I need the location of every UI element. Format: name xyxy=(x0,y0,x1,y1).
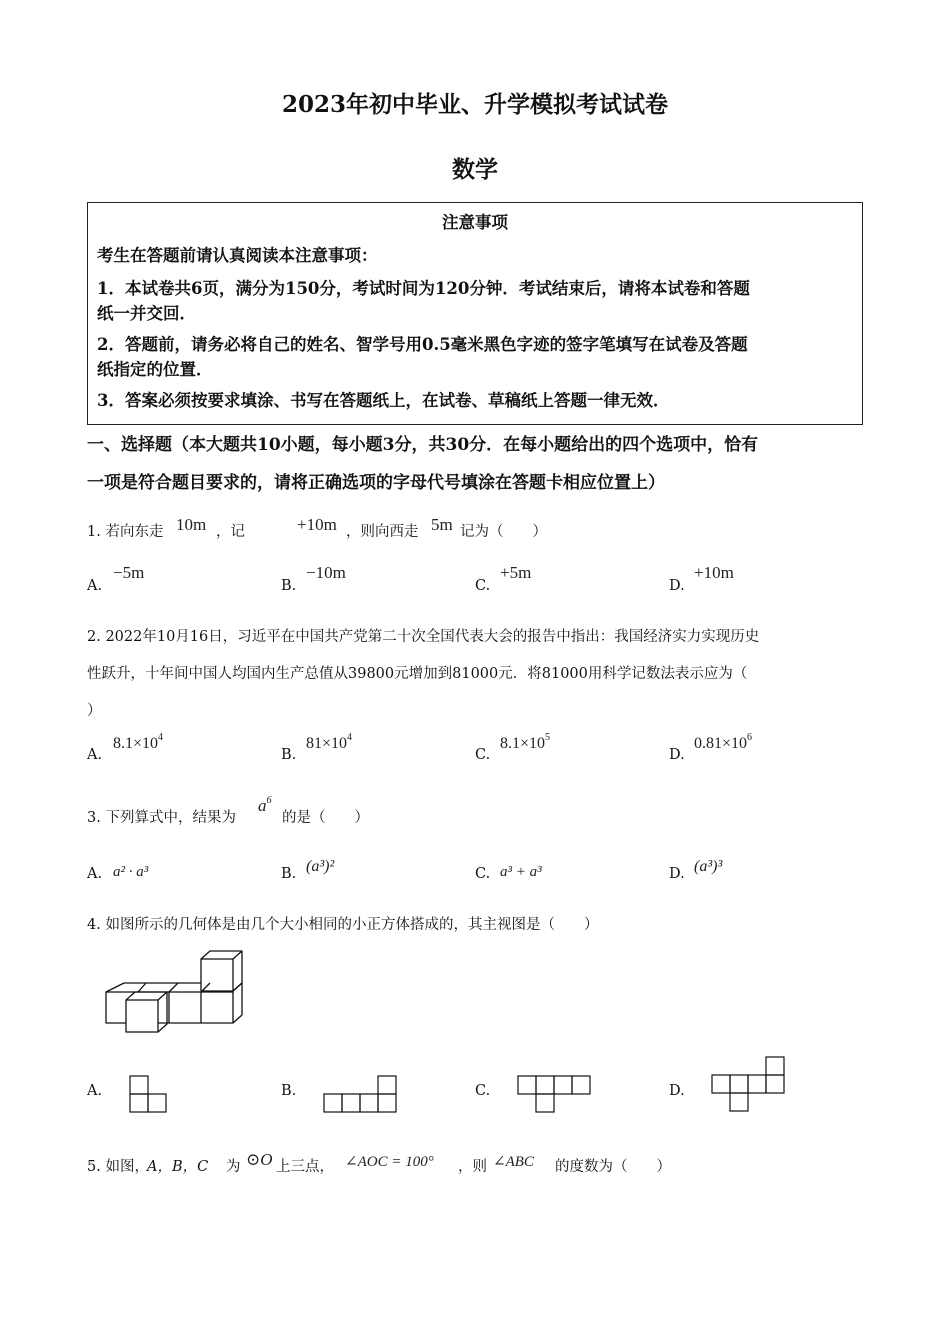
cube-solid-figure xyxy=(100,950,250,1035)
subject-title: 数学 xyxy=(452,156,498,183)
notice-item-3: 3．答案必须按要求填涂、书写在答题纸上，在试卷、草稿纸上答题一律无效． xyxy=(97,391,670,410)
q4-option-c-letter[interactable]: C. xyxy=(475,1083,491,1099)
q4-option-d-letter[interactable]: D. xyxy=(669,1083,685,1099)
q4-option-d-figure xyxy=(710,1055,788,1113)
notice-intro: 考生在答题前请认真阅读本注意事项： xyxy=(97,246,378,265)
question-5-angle-abc: ∠ABC xyxy=(493,1154,534,1170)
q1-option-a-value: −5m xyxy=(113,563,145,582)
q3-option-c-value: a³ + a³ xyxy=(500,864,542,880)
question-2-line-3: ） xyxy=(87,703,102,719)
q1-option-d-value: +10m xyxy=(694,563,734,582)
q3-option-d-letter[interactable]: D. xyxy=(669,866,685,882)
q1-option-d-letter[interactable]: D. xyxy=(669,578,685,594)
q3-option-b-letter[interactable]: B. xyxy=(281,866,297,882)
q3-option-a-value: a² · a³ xyxy=(113,864,149,880)
question-1-part-4: 记为（ ） xyxy=(460,524,547,540)
question-1-part-3: ，则向西走 xyxy=(346,524,419,540)
question-5-circle: ⊙O xyxy=(246,1150,273,1169)
q2-option-b-exp: 4 xyxy=(347,732,353,743)
q2-option-a-letter[interactable]: A. xyxy=(87,747,103,763)
q1-option-c-letter[interactable]: C. xyxy=(475,578,491,594)
q2-option-a-exp: 4 xyxy=(158,732,164,743)
notice-item-2-line-2: 纸指定的位置． xyxy=(97,360,213,379)
q2-option-b-base: 81×10 xyxy=(306,735,348,752)
q4-option-a-figure xyxy=(128,1074,170,1114)
q2-option-d-letter[interactable]: D. xyxy=(669,747,685,763)
notice-heading: 注意事项 xyxy=(442,213,508,232)
q2-option-b-value xyxy=(306,732,353,753)
q3-option-d-value: (a³)³ xyxy=(694,858,723,875)
question-5-part-1: 5. 如图， xyxy=(87,1159,149,1175)
q2-option-a-base: 8.1×10 xyxy=(113,735,159,752)
q1-option-b-value: −10m xyxy=(306,563,346,582)
q1-option-b-letter[interactable]: B. xyxy=(281,578,297,594)
q4-option-a-letter[interactable]: A. xyxy=(87,1083,103,1099)
question-2-line-2: 性跃升，十年间中国人均国内生产总值从39800元增加到81000元．将81000用科学记数法表示应为（ xyxy=(87,666,748,682)
question-5-part-4: ，则 xyxy=(458,1159,487,1175)
question-1-part-2: ，记 xyxy=(216,524,245,540)
q2-option-c-exp: 5 xyxy=(545,732,551,743)
q4-option-b-letter[interactable]: B. xyxy=(281,1083,297,1099)
question-2-line-1: 2. 2022年10月16日，习近平在中国共产党第二十次全国代表大会的报告中指出：我国经济实力实现历史 xyxy=(87,629,760,645)
section-1-line-2: 一项是符合题目要求的，请将正确选项的字母代号填涂在答题卡相应位置上） xyxy=(87,473,665,493)
question-3-part-1: 3. 下列算式中，结果为 xyxy=(87,810,236,826)
q2-option-d-exp: 6 xyxy=(747,732,753,743)
q2-option-c-base: 8.1×10 xyxy=(500,735,546,752)
question-5-part-5: 的度数为（ ） xyxy=(555,1159,671,1175)
q2-option-d-value xyxy=(694,732,753,753)
question-5-part-2: 为 xyxy=(226,1159,241,1175)
q2-option-d-base: 0.81×10 xyxy=(694,735,748,752)
q2-option-c-letter[interactable]: C. xyxy=(475,747,491,763)
q1-option-a-letter[interactable]: A. xyxy=(87,578,103,594)
question-1-math-3: 5m xyxy=(431,515,453,534)
question-3-var-exp: 6 xyxy=(266,795,272,806)
q3-option-b-value: (a³)² xyxy=(306,858,335,875)
q1-option-c-value: +5m xyxy=(500,563,532,582)
notice-box xyxy=(87,202,863,425)
q2-option-c-value xyxy=(500,732,551,753)
question-5-points: A，B，C xyxy=(147,1159,209,1175)
question-3-var-base: a xyxy=(258,796,267,815)
exam-title: 2023年初中毕业、升学模拟考试试卷 xyxy=(281,91,668,118)
notice-item-1-line-2: 纸一并交回． xyxy=(97,304,196,323)
question-4-text: 4. 如图所示的几何体是由几个大小相同的小正方体搭成的，其主视图是（ ） xyxy=(87,917,599,933)
q4-option-c-figure xyxy=(516,1074,592,1114)
notice-item-1-line-1: 1．本试卷共6页，满分为150分，考试时间为120分钟．考试结束后，请将本试卷和答题 xyxy=(97,279,750,298)
question-5-part-3: 上三点， xyxy=(276,1159,334,1175)
q2-option-a-value xyxy=(113,732,164,753)
question-5-angle-aoc: ∠AOC = 100° xyxy=(345,1154,434,1170)
notice-item-2-line-1: 2．答题前，请务必将自己的姓名、智学号用0.5毫米黑色字迹的签字笔填写在试卷及答题 xyxy=(97,335,748,354)
q3-option-c-letter[interactable]: C. xyxy=(475,866,491,882)
q3-option-a-letter[interactable]: A. xyxy=(87,866,103,882)
q4-option-b-figure xyxy=(322,1074,398,1114)
question-1-math-2: +10m xyxy=(297,515,337,534)
q2-option-b-letter[interactable]: B. xyxy=(281,747,297,763)
question-1-part-1: 1. 若向东走 xyxy=(87,524,164,540)
question-3-part-2: 的是（ ） xyxy=(282,810,369,826)
section-1-line-1: 一、选择题（本大题共10小题，每小题3分，共30分．在每小题给出的四个选项中，恰有 xyxy=(87,435,759,455)
question-3-var xyxy=(258,796,272,816)
question-1-math-1: 10m xyxy=(176,515,207,534)
